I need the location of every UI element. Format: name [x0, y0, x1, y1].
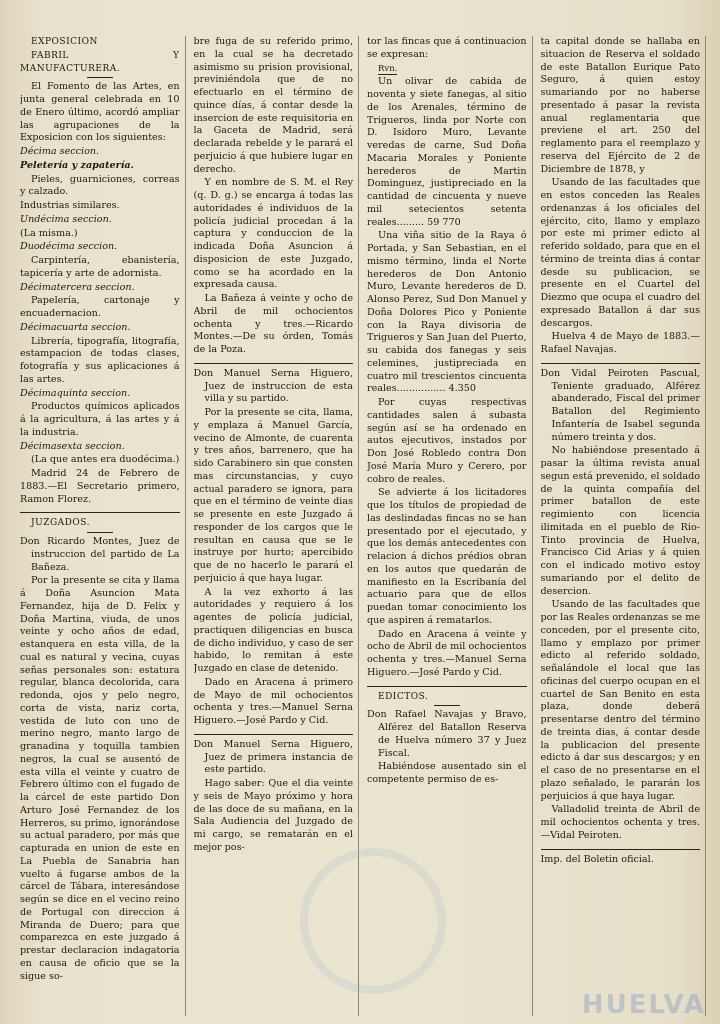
column-1 [20, 36, 186, 1016]
paragraph: El Fomento de las Artes, en junta general celebrada en 10 de Enero último, acordó ampliar las agrupaciones de la Exposicion con los siguientes: [20, 81, 180, 144]
paragraph: Usando de las facultades que por las Reales ordenanzas se me conceden, por el presente cito, llamo y emplazo por primer edicto al referido soldado, señalándole el local que las oficinas del cuerpo ocupan en el cuartel de San Benito en esta plaza, donde deberá presentarse dentro del término de treinta dias, á contar desde la publicacion del presente edicto á dar sus descargos; y en el caso de no presentarse en el plazo señalado, le pararán los perjuicios á que haya lugar. [540, 599, 700, 802]
paragraph: Por la presente se cita, llama, y emplaza á Manuel García, vecino de Almonte, de cuarenta y tres años, barrenero, que ha sido Carabinero sin que consten mas circunstancias, y cuyo actual paradero se ignora, para que en el término de veinte dias se presente en este Juzgado á responder de los cargos que le resultan en causa que se le instruye por hurto; apercibido que de no hacerlo le parará el perjuicio á que haya lugar. [193, 407, 353, 584]
notice-heading: Don Vidal Peiroten Pascual, Teniente graduado, Alférez abanderado, Fiscal del primer Batallon del Regimiento Infantería de Isabel segunda número treinta y dos. [540, 367, 700, 443]
centered-line: Décimacuarta seccion. [20, 321, 131, 333]
paragraph: Valladolid treinta de Abril de mil ochocientos ochenta y tres.—Vidal Peiroten. [540, 804, 700, 841]
notice-heading: Don Manuel Serna Higuero, Juez de instruccion de esta villa y su partido. [193, 367, 353, 405]
paragraph: No habiéndose presentado á pasar la última revista anual segun está prevenido, el soldado de la quinta compañía del primer batallon de este regimiento con licencia ilimitada en el pueblo de Rio-Tinto provincia de Huelva, Francisco Cid Arias y á quien con el indicado motivo estoy sumariando por el delito de desercion. [540, 445, 700, 597]
paragraph: Y en nombre de S. M. el Rey (q. D. g.) se encarga á todas las autoridades é individuos de la policía judicial procedan á la captura y conduccion de la indicada Doña Asuncion á disposicion de este Juzgado, como se ha acordado en la expresada causa. [193, 177, 353, 291]
short-rule [87, 532, 113, 533]
paragraph: Un olivar de cabida de noventa y siete fanegas, al sitio de los Arenales, término de Trigueros, linda por Norte con D. Isidoro Muro, Levante veredas de carne, Sud Doña Macaria Morales y Poniente herederos de Martin Dominguez, justipreciado en la cantidad de cincuenta y nueve mil setecientos setenta reales......... 59 770 [367, 76, 527, 228]
paragraph: Una viña sitio de la Raya ó Portada, y San Sebastian, en el mismo término, linda el Norte herederos de Don Antonio Muro, Levante herederos de D. Alonso Perez, Sud Don Manuel y Doña Dolores Pico y Poniente con la Raya divisoria de Trigueros y San Juan del Puerto, su cabida dos fanegas y seis celemines, justipreciada en cuatro mil trescientos cincuenta reales................ 4.350 [367, 230, 527, 395]
notice-heading: Don Ricardo Montes, Juez de instruccion del partido de La Bañeza. [20, 536, 180, 573]
paragraph: Hago saber: Que el dia veinte y seis de Mayo próximo y hora de las doce de su mañana, en la Sala Audiencia del Juzgado de mi cargo, se rematarán en el mejor pos- [193, 778, 353, 853]
paragraph: Papelería, cartonaje y encuadernacion. [20, 295, 180, 319]
centered-line: Décima seccion. [20, 146, 100, 157]
short-rule [87, 77, 113, 78]
paragraph: Carpintería, ebanistería, tapicería y arte de adornista. [20, 255, 180, 279]
paragraph: Huelva 4 de Mayo de 1883.—Rafael Navajas. [540, 331, 700, 355]
paragraph: Por la presente se cita y llama á Doña Asuncion Mata Fernandez, hija de D. Felix y Doña Martina, viuda, de unos veinte y ocho años de edad, estanquera en esta villa, de la cual es natural y vecina, cuyas señas personales son: estatura regular, blanca decolorida, cara redonda, ojos y pelo negro, corta de vista, nariz corta, vestida de luto con uno de merino negro, manto largo de granadina y toquilla tambien negros, la cual se ausentó de esta villa el veinte y cuatro de Febrero último con el fugado de la cárcel de este partido Don Arturo José Fernandez de los Herreros, su primo, ignorándose su actual paradero, por más que capturada en union de este en La Puebla de Sanabria han vuelto á fugarse ambos de la cárcel de Tábara, interesándose según se dice en el vecino reino de Portugal con direccion á Miranda de Duero; para que comparezca en este juzgado á prestar declaracion indagatoria en causa de oficio que se la sigue so- [20, 575, 180, 982]
centered-line: Peletería y zapatería. [20, 159, 134, 171]
paragraph: Productos químicos aplicados á la agricultura, á las artes y á la industria. [20, 401, 180, 438]
paragraph: Dado en Aracena á primero de Mayo de mil ochocientos ochenta y tres.—Manuel Serna Higuero.—José Pardo y Cid. [193, 676, 353, 726]
paragraph: Pieles, guarniciones, correas y calzado. [20, 173, 180, 198]
currency-label: Rvn. [378, 63, 398, 74]
paragraph: Por cuyas respectivas cantidades salen á subasta según así se ha ordenado en autos ejecutivos, instados por Don José Robledo contra Don José María Muro y Cerero, por cobro de reales. [367, 397, 527, 485]
paragraph-continuation: tor las fincas que á continuacion se expresan: [367, 36, 527, 60]
watermark-text: HUELVA [581, 990, 706, 1020]
paragraph-continuation: ta capital donde se hallaba en situacion de Reserva el soldado de este Batallon Eurique Pato Seguro, á quien estoy sumariando por no haberse presentado á pasar la revista anual reglamentaria que previene el art. 250 del reglamento para el reemplazo y reserva del Ejército de 2 de Diciembre de 1878, y [540, 36, 700, 175]
paragraph: A la vez exhorto á las autoridades y requiero á los agentes de policía judicial, practiquen diligencias en busca de dicho individuo, y caso de ser habido, lo remitan á este Juzgado en clase de detenido. [193, 586, 353, 674]
paragraph: Se advierte á los licitadores que los títulos de propiedad de las deslindadas fincas no se han presentado por el ejecutado, y que los demás antecedentes con relacion á dichos prédios obran en los autos que quedarán de manifiesto en la Escribanía del actuario para que de ellos puedan tomar conocimiento los que aspiren á rematarlos. [367, 487, 527, 626]
paragraph-continuation: bre fuga de su referido primo, en la cual se ha decretado asimismo su prision provisional, previniéndola que de no efectuarlo en el término de quince días, á contar desde la insercion de este requisitoria en la Gaceta de Madrid, será declarada rebelde y le parará el perjuicio á que hubiere lugar en derecho. [193, 36, 353, 175]
short-rule [434, 705, 460, 706]
watermark-seal [300, 848, 446, 994]
centered-line: (La misma.) [20, 227, 78, 239]
section-divider [367, 686, 527, 687]
section-divider [541, 849, 701, 850]
centered-line: Industrias similares. [20, 200, 120, 211]
paragraph: La Bañeza á veinte y ocho de Abril de mil ochocientos ochenta y tres.—Ricardo Montes.—De su órden, Tomás de la Poza. [193, 293, 353, 355]
paragraph: (La que antes era duodécima.) [31, 454, 180, 466]
section-divider [194, 363, 354, 364]
centered-line: Duodécima seccion. [20, 241, 118, 253]
paragraph: Habiéndose ausentado sin el competente permiso de es- [367, 761, 527, 785]
centered-line: Undécima seccion. [20, 213, 112, 225]
section-divider [20, 512, 180, 513]
paragraph: Madrid 24 de Febrero de 1883.—El Secretario primero, Ramon Florez. [20, 468, 180, 505]
notice-heading: Don Rafael Navajas y Bravo, Alférez del Batallon Reserva de Huelva número 37 y Juez Fiscal. [367, 709, 527, 759]
paragraph: Usando de las facultades que en estos conceden las Reales ordenanzas á los oficiales del ejército, cito, llamo y emplazo por este mi primer edicto al referido soldado, para que en el término de treinta dias á contar desde su publicacion, se presente en el Cuartel del Diezmo que ocupa el cuadro del expresado Batallon á dar sus descargos. [540, 177, 700, 329]
centered-line: Décimatercera seccion. [20, 281, 135, 293]
centered-line: Décimaquinta seccion. [20, 387, 131, 399]
paragraph: Dado en Aracena á veinte y ocho de Abril de mil ochocientos ochenta y tres.—Manuel Serna Higuero.—José Pardo y Cid. [367, 628, 527, 678]
section-divider [194, 734, 354, 735]
section-heading: EDICTOS. [378, 691, 429, 702]
section-heading: FABRIL Y MANUFACTURERA. [20, 50, 180, 74]
paragraph: Librería, tipografía, litografía, estampacion de todas clases, fotografía y sus aplicaciones á las artes. [20, 335, 180, 385]
column-4 [541, 36, 707, 1016]
section-heading: EXPOSICION [31, 37, 98, 47]
section-heading: JUZGADOS. [31, 518, 90, 529]
currency-header [367, 63, 527, 76]
section-divider [541, 363, 701, 364]
notice-heading: Don Manuel Serna Higuero, Juez de primera instancia de este partido. [193, 738, 353, 776]
centered-line: Imp. del Boletin oficial. [540, 853, 654, 865]
centered-line: Décimasexta seccion. [20, 440, 125, 452]
